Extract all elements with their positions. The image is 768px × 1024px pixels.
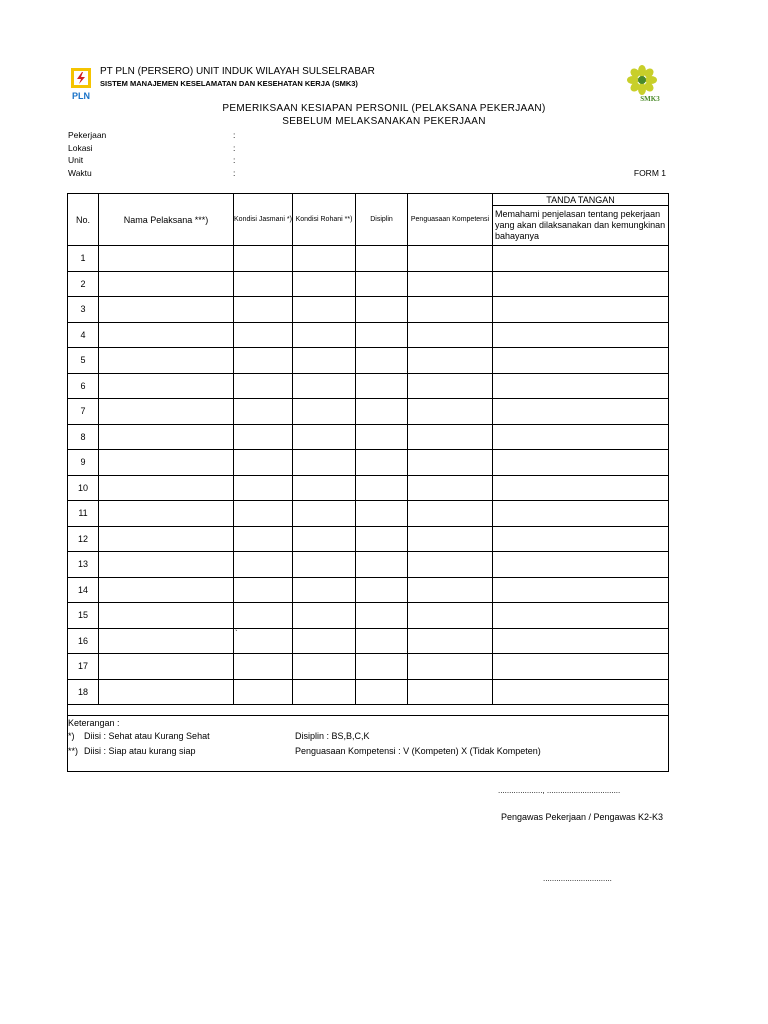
table-cell [356,475,408,501]
keterangan-mark-2: **) [68,746,79,756]
table-row [68,552,669,578]
table-cell [356,654,408,680]
personnel-table [67,193,669,716]
table-spacer-row [68,705,669,716]
table-cell [408,424,493,450]
table-row [68,654,669,680]
field-lokasi-colon: : [233,143,236,153]
table-row [68,577,669,603]
table-cell [99,526,234,552]
table-row [68,475,669,501]
col-header-memahami: Memahami penjelasan tentang pekerjaan yang akan dilaksanakan dan kemungkinan bahayanya [493,206,669,246]
table-cell [408,654,493,680]
table-cell [356,603,408,629]
table-cell [234,501,293,527]
table-cell [493,501,669,527]
table-cell [234,373,293,399]
table-cell [493,552,669,578]
table-cell [234,475,293,501]
table-cell [408,475,493,501]
svg-text:SMK3: SMK3 [640,95,660,103]
col-header-nama: Nama Pelaksana ***) [99,194,234,246]
svg-text:PLN: PLN [72,91,90,101]
row16-mark: ` [234,628,293,654]
table-cell [408,373,493,399]
table-cell [408,399,493,425]
org-name: PT PLN (PERSERO) UNIT INDUK WILAYAH SULSELRABAR [100,66,375,77]
table-row [68,246,669,272]
table-cell [293,424,356,450]
table-cell [99,297,234,323]
table-cell [356,628,408,654]
table-cell [356,399,408,425]
table-cell [293,628,356,654]
keterangan-title: Keterangan : [68,718,120,728]
table-cell [408,322,493,348]
table-cell [99,399,234,425]
table-cell [356,450,408,476]
row-number: 12 [68,526,99,552]
table-cell [293,577,356,603]
table-cell [293,654,356,680]
table-cell [234,322,293,348]
table-cell [493,424,669,450]
table-cell [493,679,669,705]
row-number: 5 [68,348,99,374]
field-unit-colon: : [233,155,236,165]
field-pekerjaan-label: Pekerjaan [68,130,107,140]
keterangan-mark-1: *) [68,731,75,741]
table-cell [234,552,293,578]
table-row [68,501,669,527]
table-cell [493,348,669,374]
table-cell [493,603,669,629]
table-cell [293,246,356,272]
table-row [68,424,669,450]
table-cell [99,475,234,501]
table-cell [356,271,408,297]
table-cell [293,475,356,501]
field-waktu-colon: : [233,168,236,178]
field-lokasi-label: Lokasi [68,143,93,153]
row-number: 18 [68,679,99,705]
row-number: 7 [68,399,99,425]
signature-role: Pengawas Pekerjaan / Pengawas K2-K3 [500,812,664,822]
table-cell [293,399,356,425]
table-cell [293,348,356,374]
col-header-tanda-tangan: TANDA TANGAN [493,194,669,206]
table-cell [293,501,356,527]
col-header-jasmani: Kondisi Jasmani *) [234,194,293,246]
table-cell [493,271,669,297]
table-row [68,628,669,654]
field-unit-label: Unit [68,155,84,165]
table-cell [356,526,408,552]
col-header-disiplin: Disiplin [356,194,408,246]
row-number: 3 [68,297,99,323]
table-cell [99,424,234,450]
table-row [68,373,669,399]
keterangan-jasmani: Diisi : Sehat atau Kurang Sehat [84,731,210,741]
table-cell [234,526,293,552]
table-cell [493,475,669,501]
table-cell [99,322,234,348]
col-header-no: No. [68,194,99,246]
table-cell [234,348,293,374]
form-subtitle: SEBELUM MELAKSANAKAN PEKERJAAN [282,116,486,127]
table-cell [234,654,293,680]
table-cell [293,603,356,629]
table-cell [99,552,234,578]
table-cell [234,297,293,323]
table-cell [293,297,356,323]
table-cell [408,246,493,272]
row-number: 11 [68,501,99,527]
table-cell [99,373,234,399]
table-cell [356,373,408,399]
table-row [68,399,669,425]
table-cell [356,424,408,450]
table-cell [493,526,669,552]
table-cell [99,603,234,629]
row-number: 8 [68,424,99,450]
table-cell [99,654,234,680]
form-title: PEMERIKSAAN KESIAPAN PERSONIL (PELAKSANA PEKERJAAN) [222,103,546,114]
table-cell [408,297,493,323]
row-number: 17 [68,654,99,680]
table-cell [293,679,356,705]
table-cell [293,552,356,578]
table-cell [99,450,234,476]
table-row [68,603,669,629]
table-cell [99,348,234,374]
table-cell [234,271,293,297]
col-header-rohani: Kondisi Rohani **) [293,194,356,246]
table-row [68,450,669,476]
table-cell [408,577,493,603]
table-cell [493,322,669,348]
system-name: SISTEM MANAJEMEN KESELAMATAN DAN KESEHATAN KERJA (SMK3) [100,79,358,88]
table-cell [356,246,408,272]
table-cell [99,501,234,527]
table-cell [293,450,356,476]
table-row [68,348,669,374]
row-number: 14 [68,577,99,603]
table-cell [356,552,408,578]
table-cell [408,348,493,374]
keterangan-rohani: Diisi : Siap atau kurang siap [84,746,196,756]
table-cell [493,399,669,425]
row-number: 4 [68,322,99,348]
table-cell [234,577,293,603]
table-cell [408,679,493,705]
table-cell [99,271,234,297]
table-cell [408,450,493,476]
table-cell [234,424,293,450]
row-number: 1 [68,246,99,272]
table-cell [408,501,493,527]
table-cell [493,628,669,654]
table-cell [99,577,234,603]
keterangan-box [67,716,669,772]
pln-logo [68,68,94,102]
table-cell [493,577,669,603]
table-cell [234,246,293,272]
row-number: 2 [68,271,99,297]
table-cell [99,679,234,705]
table-cell [356,322,408,348]
keterangan-disiplin: Disiplin : BS,B,C,K [295,731,370,741]
table-cell [234,399,293,425]
row-number: 16 [68,628,99,654]
signature-name-line: ............................... [543,874,612,883]
row-number: 13 [68,552,99,578]
field-waktu-label: Waktu [68,168,92,178]
col-header-kompetensi: Penguasaan Kompetensi [408,194,493,246]
table-cell [99,246,234,272]
table-row [68,297,669,323]
table-row [68,679,669,705]
row-number: 10 [68,475,99,501]
row-number: 15 [68,603,99,629]
table-row [68,271,669,297]
table-cell [408,628,493,654]
table-cell [293,322,356,348]
row-number: 9 [68,450,99,476]
form-number: FORM 1 [633,168,666,178]
table-row [68,526,669,552]
table-cell [408,526,493,552]
table-cell [493,450,669,476]
signature-place-date: ...................., ................................. [498,786,621,795]
table-cell [356,501,408,527]
table-cell [356,679,408,705]
smk3-logo [620,63,664,103]
table-cell [493,654,669,680]
table-cell [293,526,356,552]
table-cell [234,450,293,476]
table-cell [234,603,293,629]
table-cell [408,603,493,629]
table-cell [356,348,408,374]
table-cell [408,552,493,578]
table-cell [493,373,669,399]
table-cell [356,297,408,323]
table-cell [99,628,234,654]
table-cell [493,297,669,323]
table-cell [493,246,669,272]
table-cell [293,373,356,399]
keterangan-kompetensi: Penguasaan Kompetensi : V (Kompeten) X (Tidak Kompeten) [295,746,541,756]
table-row [68,322,669,348]
table-cell [356,577,408,603]
row-number: 6 [68,373,99,399]
table-cell [234,679,293,705]
table-cell [408,271,493,297]
field-pekerjaan-colon: : [233,130,236,140]
table-cell [293,271,356,297]
